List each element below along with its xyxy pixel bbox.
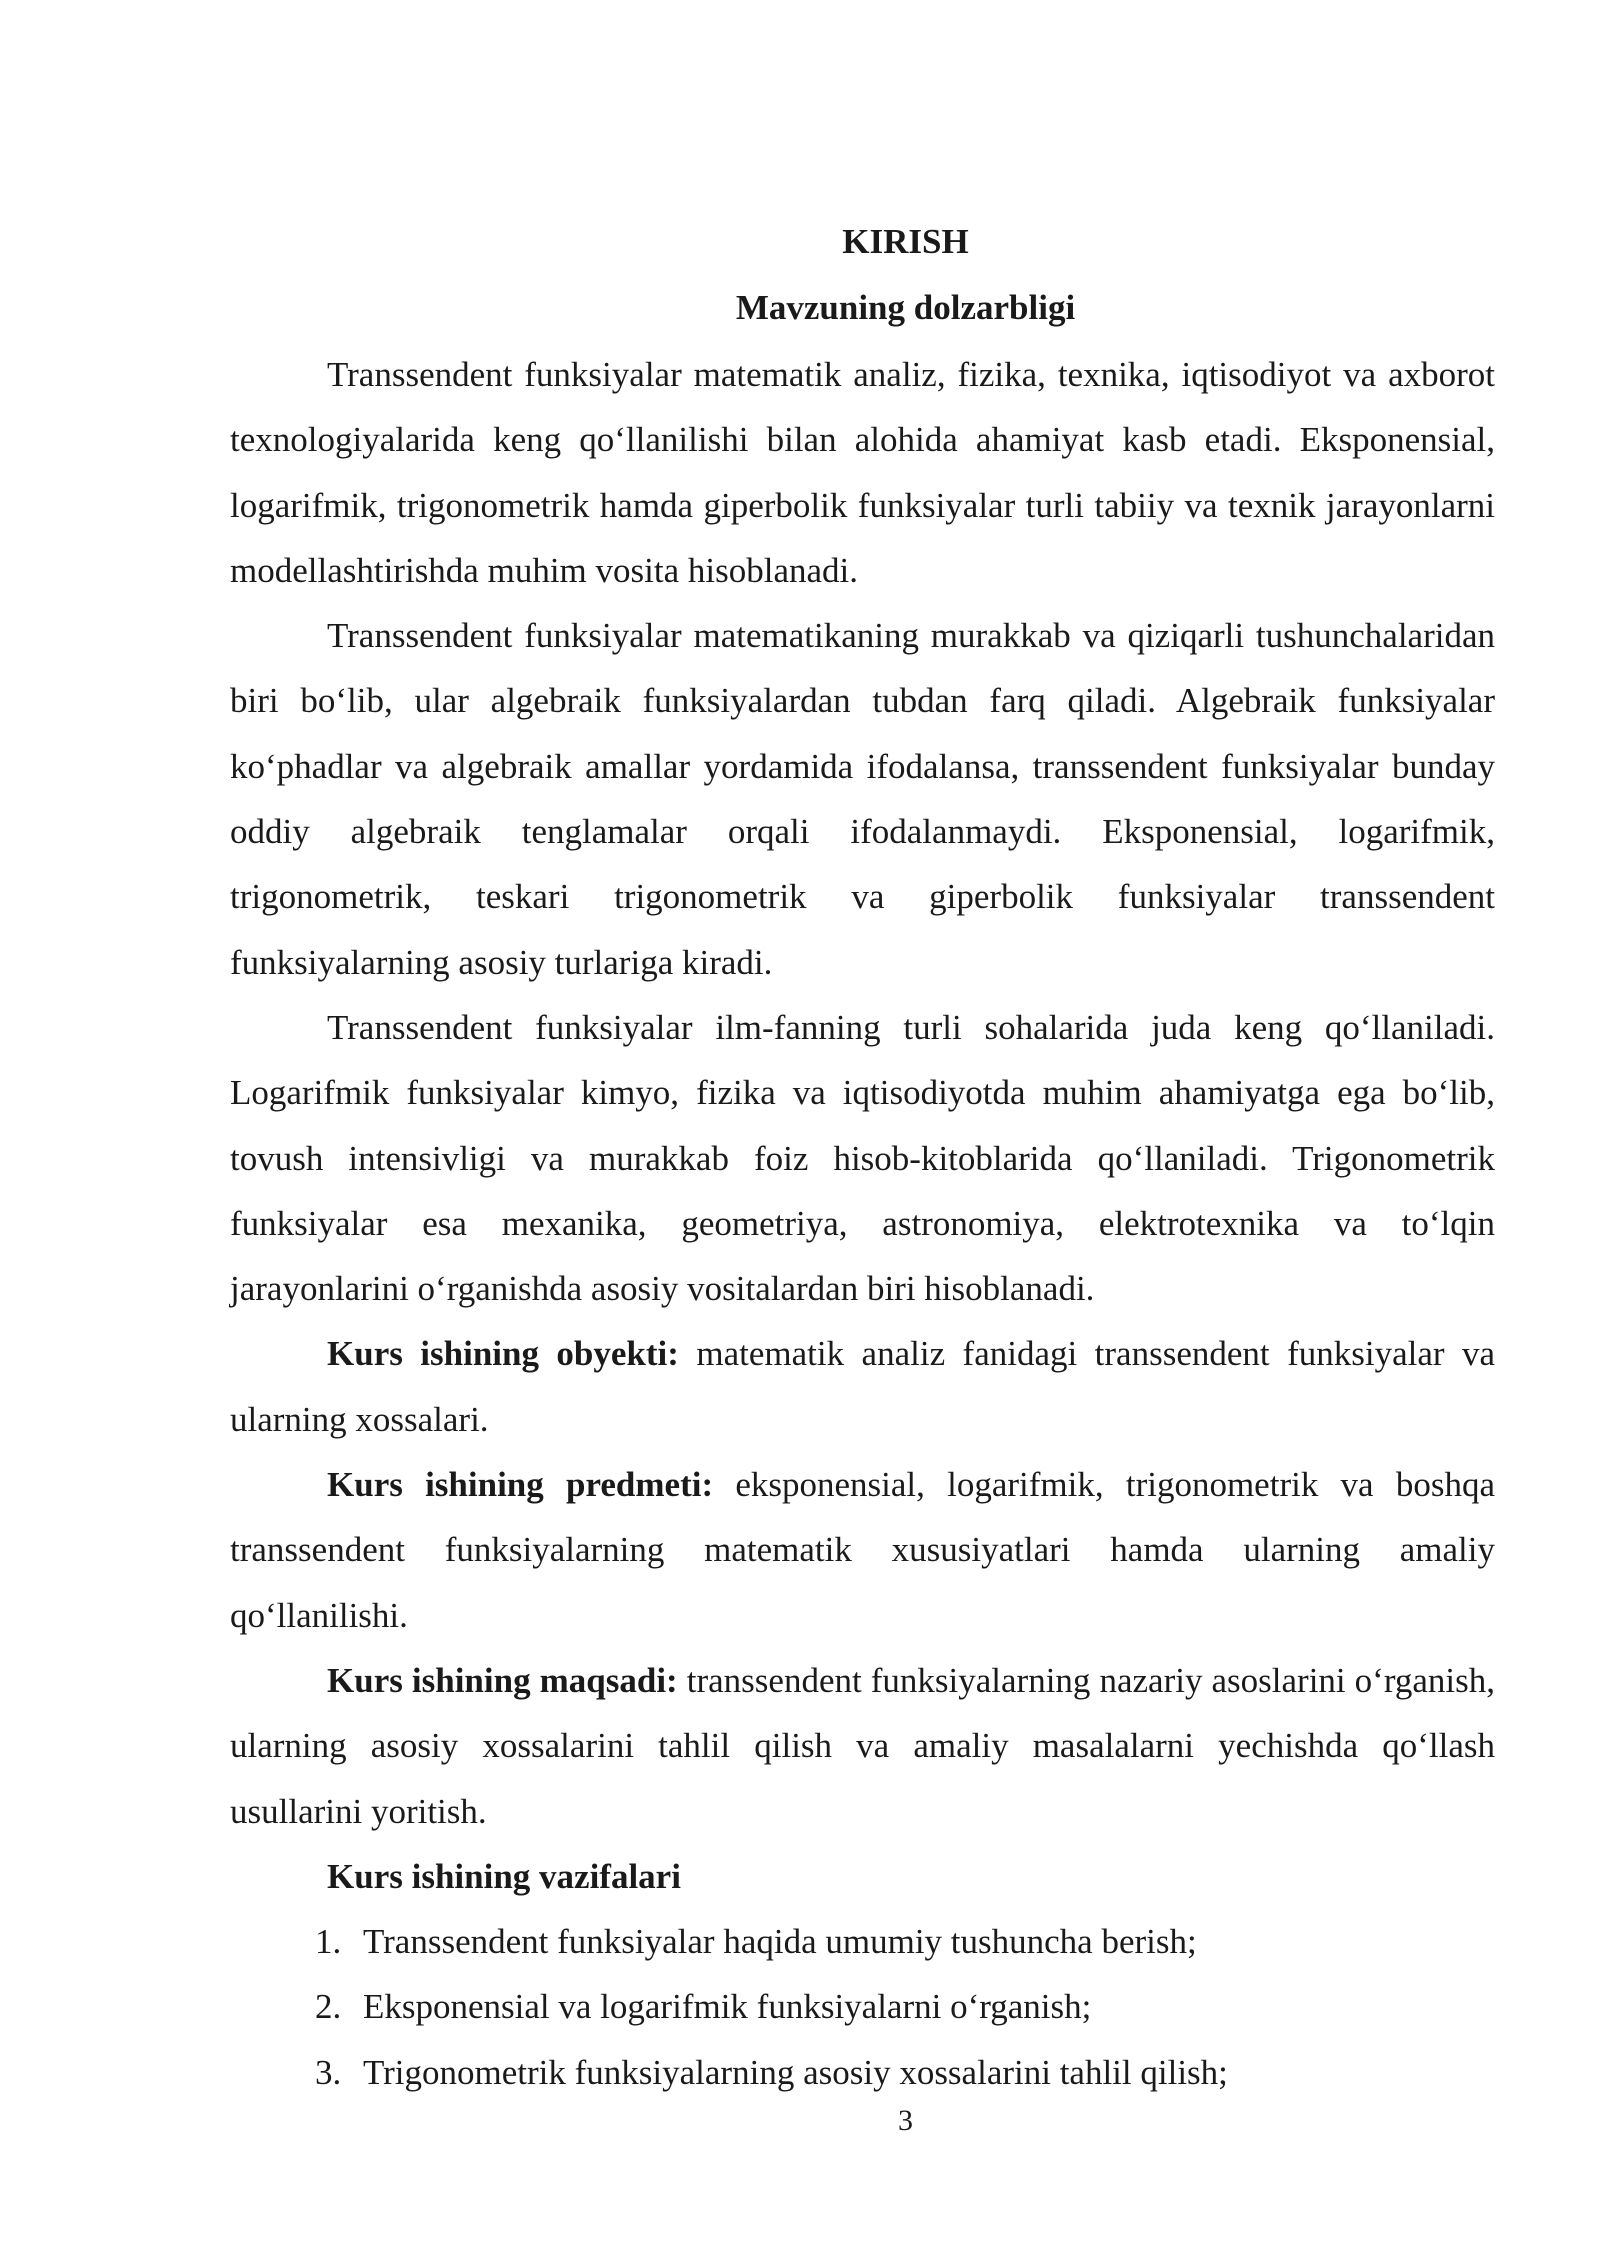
paragraph-relevance-1: Transsendent funksiyalar matematik analiz, fizika, texnika, iqtisodiyot va axborot texnologiyalarida keng qo‘llanilishi bilan alohida ahamiyat kasb etadi. Eksponensial, logarifmik, trigonometrik hamda giperbolik funksiyalar turli tabiiy va texnik jarayonlarni modellashtirishda muhim vosita hisoblanadi. <box>230 355 1495 590</box>
object-label: Kurs ishining obyekti: <box>327 1334 679 1374</box>
list-item <box>230 2040 1495 2105</box>
paragraph-goal <box>230 1648 1495 1844</box>
paragraph-subject <box>230 1452 1495 1648</box>
paragraph-object <box>230 1321 1495 1452</box>
subject-label: Kurs ishining predmeti: <box>327 1465 714 1505</box>
document-page <box>230 0 1495 2262</box>
tasks-heading: Kurs ishining vazifalari <box>327 1856 681 1896</box>
object-text: matematik analiz fanidagi transsendent funksiyalar va ularning xossalari. <box>230 1334 1495 1439</box>
list-item-text: Transsendent funksiyalar haqida umumiy tushuncha berish; <box>363 1922 1197 1962</box>
paragraph-relevance-3: Transsendent funksiyalar ilm-fanning turli sohalarida juda keng qo‘llaniladi. Logarifmik funksiyalar kimyo, fizika va iqtisodiyotda muhim ahamiyatga ega bo‘lib, tovush intensivligi va murakkab foiz hisob-kitoblarida qo‘llaniladi. Trigonometrik funksiyalar esa mexanika, geometriya, astronomiya, elektrotexnika va to‘lqin jarayonlarini o‘rganishda asosiy vositalardan biri hisoblanadi. <box>230 1007 1495 1309</box>
page-number: 3 <box>898 2104 913 2137</box>
subject-text: eksponensial, logarifmik, trigonometrik va boshqa transsendent funksiyalarning matematik xususiyatlari hamda ularning amaliy qo‘llanilishi. <box>230 1465 1495 1635</box>
goal-text: transsendent funksiyalarning nazariy asoslarini o‘rganish, ularning asosiy xossalarini tahlil qilish va amaliy masalalarni yechishda qo‘llash usullarini yoritish. <box>230 1660 1495 1831</box>
list-item <box>230 1974 1495 2039</box>
goal-label: Kurs ishining maqsadi: <box>327 1660 678 1700</box>
page-title: KIRISH <box>842 222 969 261</box>
list-item-number: 2. <box>315 1987 342 2027</box>
list-item-text: Trigonometrik funksiyalarning asosiy xossalarini tahlil qilish; <box>363 2052 1228 2092</box>
section-heading: Mavzuning dolzarbligi <box>735 288 1076 327</box>
list-item-text: Eksponensial va logarifmik funksiyalarni o‘rganish; <box>363 1987 1092 2027</box>
document-body <box>230 342 1495 2105</box>
list-item <box>230 1909 1495 1974</box>
list-item-number: 3. <box>315 2052 342 2092</box>
paragraph-relevance-2: Transsendent funksiyalar matematikaning murakkab va qiziqarli tushunchalaridan biri bo‘lib, ular algebraik funksiyalardan tubdan farq qiladi. Algebraik funksiyalar ko‘phadlar va algebraik amallar yordamida ifodalansa, transsendent funksiyalar bunday oddiy algebraik tenglamalar orqali ifodalanmaydi. Eksponensial, logarifmik, trigonometrik, teskari trigonometrik va giperbolik funksiyalar transsendent funksiyalarning asosiy turlariga kiradi. <box>230 616 1495 982</box>
task-list <box>230 1909 1495 2105</box>
list-item-number: 1. <box>315 1922 342 1962</box>
